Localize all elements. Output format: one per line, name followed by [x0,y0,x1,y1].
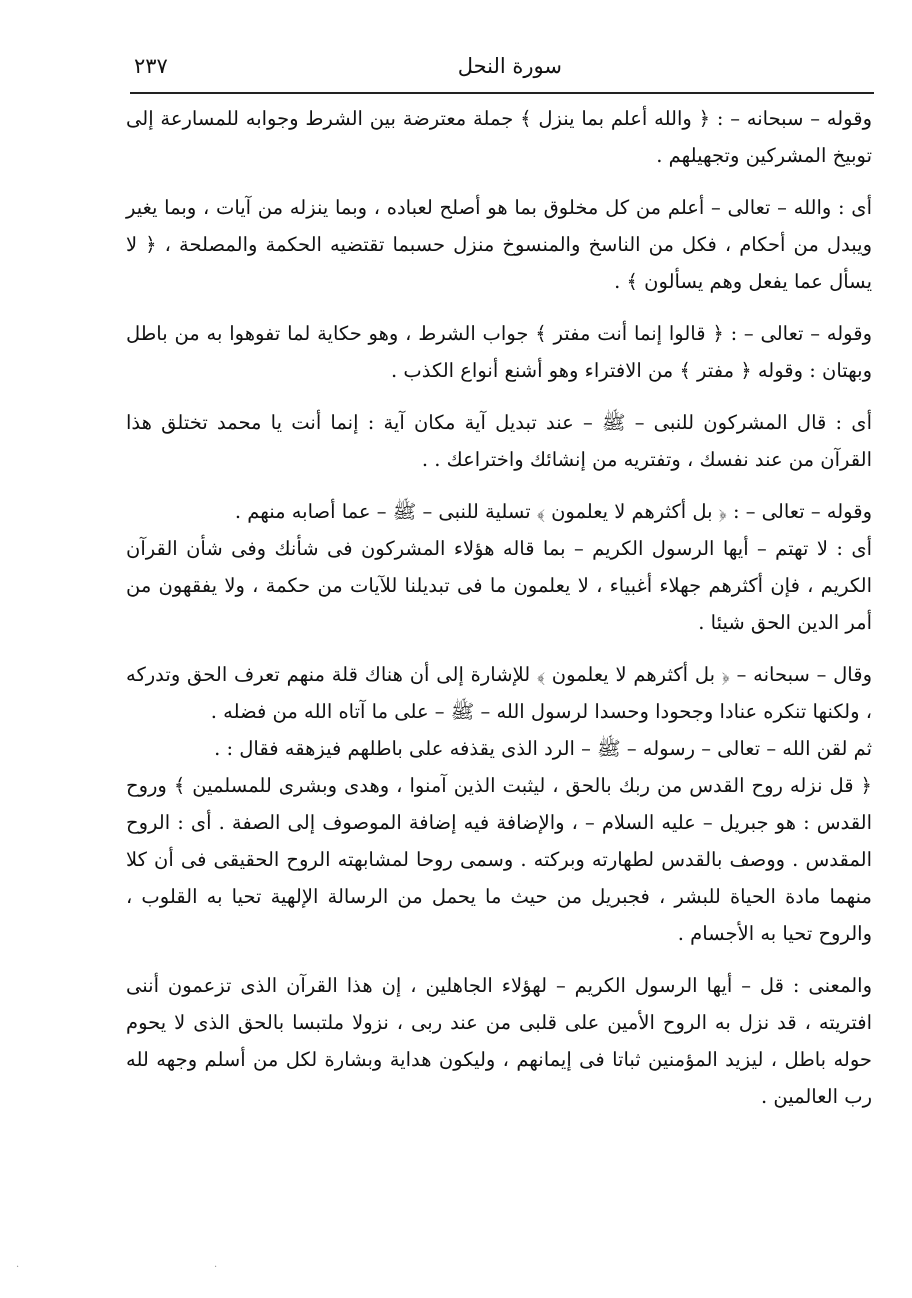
body-text [126,100,872,1115]
running-header [130,52,872,84]
scan-mark: · [214,1262,218,1273]
paragraph-7: وقال – سبحانه – ﴿ بل أكثرهم لا يعلمون ﴾ للإشارة إلى أن هناك قلة منهم تعرف الحق وتدركه ، ولكنها تنكره عنادا وجحودا وحسدا لرسول الله – ﷺ – على ما آتاه الله من فضله . [126,663,872,723]
paragraph-8: ثم لقن الله – تعالى – رسوله – ﷺ – الرد الذى يقذفه على باطلهم فيزهقه فقال : . [214,737,872,760]
paragraph-2: أى : والله – تعالى – أعلم من كل مخلوق بما هو أصلح لعباده ، وبما ينزله من آيات ، وبما يغير ويبدل من أحكام ، فكل من الناسخ والمنسوخ منزل حسبما تقتضيه الحكمة والمصلحة ، ﴿ لا يسأل عما يفعل وهم يسألون ﴾ . [126,196,872,293]
paragraph-5: وقوله – تعالى – : ﴿ بل أكثرهم لا يعلمون ﴾ تسلية للنبى – ﷺ – عما أصابه منهم . [234,500,872,523]
paragraph-3: وقوله – تعالى – : ﴿ قالوا إنما أنت مفتر ﴾ جواب الشرط ، وهو حكاية لما تفوهوا به من باطل وبهتان : وقوله ﴿ مفتر ﴾ من الافتراء وهو أشنع أنواع الكذب . [126,322,872,382]
paragraph-6: أى : لا تهتم – أيها الرسول الكريم – بما قاله هؤلاء المشركون فى شأنك وفى شأن القرآن الكريم ، فإن أكثرهم جهلاء أغبياء ، لا يعلمون ما فى تبديلنا للآيات من حكمة ، ولا يفقهون من أمر الدين الحق شيئا . [126,537,872,634]
header-rule [130,92,874,94]
page-number: ٢٣٧ [134,54,168,78]
paragraph-9: ﴿ قل نزله روح القدس من ربك بالحق ، ليثبت الذين آمنوا ، وهدى وبشرى للمسلمين ﴾ وروح القدس : هو جبريل – عليه السلام – ، والإضافة فيه إضافة الموصوف إلى الصفة . أى : الروح المقدس . ووصف بالقدس لطهارته وبركته . وسمى روحا لمشابهته الروح الحقيقى فى أن كلا منهما مادة الحياة للبشر ، فجبريل من حيث ما يحمل من الرسالة الإلهية تحيا به القلوب ، والروح تحيا به الأجسام . [126,774,872,945]
surah-title: سورة النحل [457,54,562,78]
paragraph-4: أى : قال المشركون للنبى – ﷺ – عند تبديل آية مكان آية : إنما أنت يا محمد تختلق هذا القرآن من عند نفسك ، وتفتريه من إنشائك واختراعك . . [126,411,872,471]
paragraph-10: والمعنى : قل – أيها الرسول الكريم – لهؤلاء الجاهلين ، إن هذا القرآن الذى تزعمون أننى افتريته ، قد نزل به الروح الأمين على قلبى من عند ربى ، نزولا ملتبسا بالحق الذى لا يحوم حوله باطل ، ليزيد المؤمنين ثباتا فى إيمانهم ، وليكون هداية وبشارة لكل من أسلم وجهه لله رب العالمين . [126,974,872,1108]
scan-mark: · [16,1262,20,1273]
paragraph-1: وقوله – سبحانه – : ﴿ والله أعلم بما ينزل ﴾ جملة معترضة بين الشرط وجوابه للمسارعة إلى توبيخ المشركين وتجهيلهم . [126,107,872,167]
